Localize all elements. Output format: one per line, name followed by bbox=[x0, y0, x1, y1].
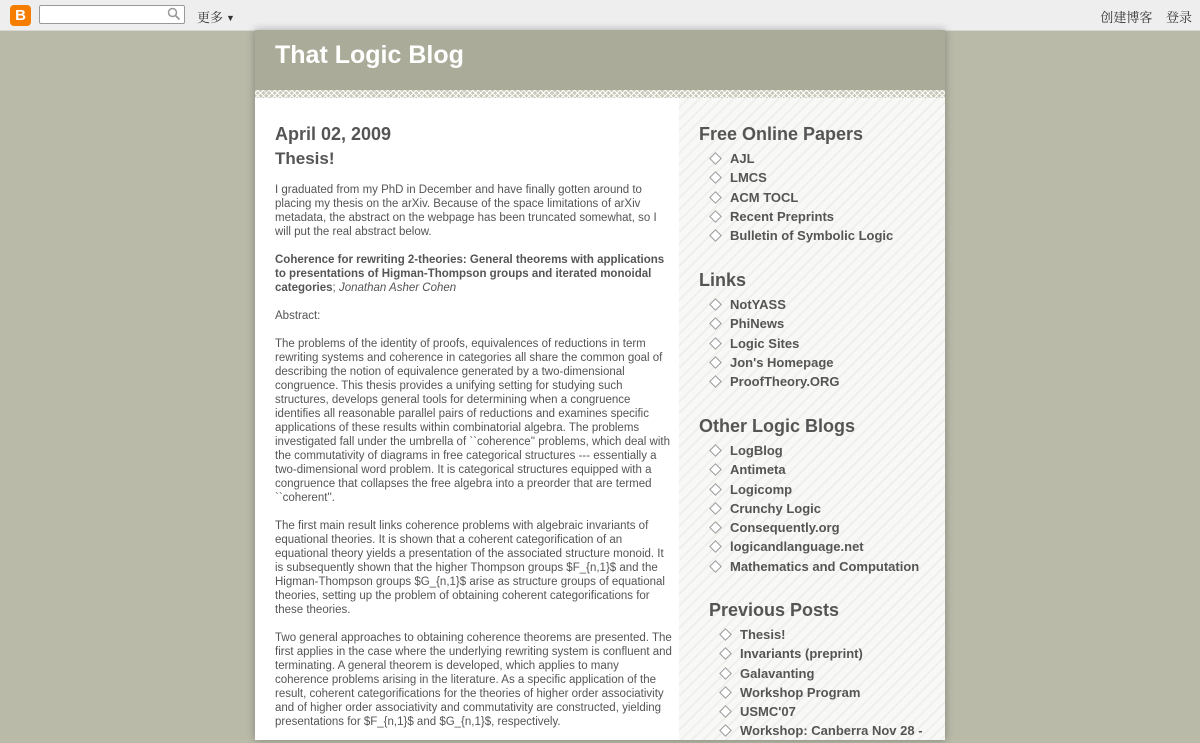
section-links bbox=[699, 270, 840, 391]
diamond-bullet-icon bbox=[709, 483, 722, 496]
sidebar-link-label[interactable]: Antimeta bbox=[730, 462, 786, 478]
search-icon[interactable] bbox=[167, 7, 181, 21]
section-title: Other Logic Blogs bbox=[699, 416, 856, 436]
blog-header bbox=[255, 30, 945, 90]
sidebar-link-item[interactable] bbox=[709, 664, 923, 683]
sidebar-link-label[interactable]: LogBlog bbox=[730, 443, 783, 458]
chevron-down-icon: ▼ bbox=[226, 13, 235, 23]
sidebar-link-label[interactable]: Crunchy Logic bbox=[730, 500, 822, 516]
post-date: April 02, 2009 bbox=[275, 124, 392, 144]
section-previous-posts bbox=[709, 600, 923, 741]
post-title[interactable]: Thesis! bbox=[275, 149, 335, 168]
sidebar-link-item[interactable] bbox=[699, 149, 893, 168]
link-list bbox=[709, 625, 923, 741]
sidebar bbox=[679, 98, 945, 740]
diamond-bullet-icon bbox=[709, 521, 722, 534]
sidebar-link-item[interactable] bbox=[699, 518, 919, 537]
sidebar-link-item[interactable] bbox=[709, 683, 923, 702]
search-input[interactable] bbox=[39, 5, 185, 24]
sidebar-link-item[interactable] bbox=[699, 353, 840, 372]
link-list bbox=[699, 295, 840, 391]
sidebar-link-item[interactable] bbox=[699, 499, 919, 518]
sidebar-link-item[interactable] bbox=[699, 334, 840, 353]
section-title: Previous Posts bbox=[709, 600, 840, 620]
diamond-bullet-icon bbox=[719, 628, 732, 641]
sidebar-link-label[interactable]: Thesis! bbox=[740, 627, 786, 642]
paper-author: Jonathan Asher Cohen bbox=[338, 282, 457, 294]
link-list bbox=[699, 441, 919, 576]
sidebar-link-item[interactable] bbox=[699, 226, 893, 245]
sidebar-link-label[interactable]: USMC'07 bbox=[740, 704, 796, 720]
blogger-navbar bbox=[0, 0, 1200, 31]
main-column bbox=[275, 124, 675, 743]
diamond-bullet-icon bbox=[709, 210, 722, 223]
paper-separator: ; bbox=[332, 282, 336, 294]
section-free-online-papers bbox=[699, 124, 893, 245]
more-menu[interactable] bbox=[197, 7, 235, 26]
paper-title: Coherence for rewriting 2-theories: General theorems with applications to presentations of Higman-Thompson groups and iterated monoidal categories bbox=[275, 254, 665, 294]
section-title: Links bbox=[699, 270, 747, 290]
diamond-bullet-icon bbox=[719, 725, 732, 738]
sidebar-link-item[interactable] bbox=[699, 537, 919, 556]
sidebar-link-item[interactable] bbox=[699, 372, 840, 391]
diamond-bullet-icon bbox=[709, 191, 722, 204]
diamond-bullet-icon bbox=[709, 356, 722, 369]
sidebar-link-label[interactable]: logicandlanguage.net bbox=[730, 539, 864, 555]
sidebar-link-label[interactable]: PhiNews bbox=[730, 316, 785, 332]
sidebar-link-label[interactable]: Galavanting bbox=[740, 665, 815, 681]
section-title: Free Online Papers bbox=[699, 124, 864, 144]
diamond-bullet-icon bbox=[709, 502, 722, 515]
sidebar-link-item[interactable] bbox=[709, 644, 923, 663]
diamond-bullet-icon bbox=[719, 705, 732, 718]
blogger-logo-icon[interactable]: B bbox=[10, 5, 31, 26]
sidebar-link-label[interactable]: AJL bbox=[730, 151, 755, 166]
abstract-paragraph-2: The first main result links coherence problems with algebraic invariants of equational theories. It is shown that a coherent categorification of an equational theory yields a presentation of the associated structure monoid. It is subsequently shown that the higher Thompson groups $F_{n,1}$ and the Higman-Thompson groups $G_{n,1}$ arise as structure groups of equational theories, setting up the problem of obtaining coherent categorifications for these theories. bbox=[275, 520, 665, 616]
diamond-bullet-icon bbox=[709, 317, 722, 330]
abstract-paragraph-1: The problems of the identity of proofs, equivalences of reductions in term rewriting systems and coherence in categories all share the common goal of describing the notion of equivalence generated by a two-dimensional congruence. This thesis provides a unifying setting for studying such structures, develops general tools for determining when a congruence identifies all reasonable parallel pairs of reductions and examines specific applications of these results within combinatorial algebra. The problems investigated fall under the umbrella of ``coherence'' problems, which deal with the commutativity of diagrams in free categorical structures --- essentially a two-dimensional word problem. It is categorical structures equipped with a congruence that collapses the free algebra into a preorder that are termed ``coherent''. bbox=[275, 338, 670, 504]
paper-citation bbox=[275, 253, 675, 295]
sidebar-link-label[interactable]: Workshop Program bbox=[740, 684, 861, 700]
sidebar-link-label[interactable]: Consequently.org bbox=[730, 520, 840, 536]
sidebar-link-item[interactable] bbox=[709, 702, 923, 721]
login-link[interactable]: 登录 bbox=[1165, 10, 1192, 25]
diamond-bullet-icon bbox=[719, 686, 732, 699]
sidebar-link-item[interactable] bbox=[709, 625, 923, 644]
blog-title[interactable]: That Logic Blog bbox=[275, 41, 464, 69]
sidebar-link-label[interactable]: ACM TOCL bbox=[730, 189, 799, 205]
diamond-bullet-icon bbox=[709, 298, 722, 311]
diamond-bullet-icon bbox=[709, 152, 722, 165]
sidebar-link-item[interactable] bbox=[699, 480, 919, 499]
link-list bbox=[699, 149, 893, 245]
sidebar-link-item[interactable] bbox=[699, 557, 919, 576]
diamond-bullet-icon bbox=[709, 444, 722, 457]
diamond-bullet-icon bbox=[719, 647, 732, 660]
diamond-bullet-icon bbox=[709, 337, 722, 350]
sidebar-link-label[interactable]: Workshop: Canberra Nov 28 - bbox=[740, 723, 923, 739]
sidebar-link-label[interactable]: LMCS bbox=[730, 170, 767, 186]
sidebar-link-item[interactable] bbox=[709, 721, 923, 740]
sidebar-link-label[interactable]: Jon's Homepage bbox=[730, 354, 834, 370]
sidebar-link-item[interactable] bbox=[699, 441, 919, 460]
diamond-bullet-icon bbox=[709, 463, 722, 476]
sidebar-link-label[interactable]: Mathematics and Computation bbox=[730, 558, 920, 574]
diamond-bullet-icon bbox=[709, 560, 722, 573]
diamond-bullet-icon bbox=[709, 375, 722, 388]
sidebar-link-label[interactable]: Logicomp bbox=[730, 481, 793, 497]
navbar-actions bbox=[1090, 7, 1192, 26]
sidebar-link-label[interactable]: Recent Preprints bbox=[730, 208, 835, 224]
sidebar-link-item[interactable] bbox=[699, 207, 893, 226]
sidebar-link-label[interactable]: Bulletin of Symbolic Logic bbox=[730, 228, 894, 244]
sidebar-link-label[interactable]: Invariants (preprint) bbox=[740, 646, 863, 662]
abstract-paragraph-3: Two general approaches to obtaining coherence theorems are presented. The first applies in the case where the underlying rewriting system is confluent and terminating. A general theorem is developed, which applies to many coherence problems arising in the literature. As a specific application of the result, coherent categorifications for the theories of higher order associativity and of higher order associativity and commutativity are constructed, yielding presentations for $F_{n,1}$ and $G_{n,1}$, respectively. bbox=[275, 632, 672, 728]
post-body bbox=[275, 183, 675, 729]
header-divider bbox=[255, 90, 945, 98]
diamond-bullet-icon bbox=[709, 229, 722, 242]
post-intro: I graduated from my PhD in December and have finally gotten around to placing my thesis on the arXiv. Because of the space limitations of arXiv metadata, the abstract on the webpage has been truncated somewhat, so I will put the real abstract below. bbox=[275, 184, 657, 238]
sidebar-link-item[interactable] bbox=[699, 188, 893, 207]
abstract-label: Abstract: bbox=[275, 310, 321, 322]
section-other-logic-blogs bbox=[699, 416, 919, 576]
sidebar-link-label[interactable]: NotYASS bbox=[730, 297, 786, 312]
blog-container bbox=[255, 30, 945, 740]
diamond-bullet-icon bbox=[709, 171, 722, 184]
sidebar-link-item[interactable] bbox=[699, 460, 919, 479]
diamond-bullet-icon bbox=[719, 667, 732, 680]
sidebar-link-item[interactable] bbox=[699, 314, 840, 333]
diamond-bullet-icon bbox=[709, 541, 722, 554]
sidebar-link-item[interactable] bbox=[699, 168, 893, 187]
more-menu-label: 更多 bbox=[197, 10, 224, 25]
create-blog-link[interactable]: 创建博客 bbox=[1100, 10, 1153, 25]
sidebar-link-label[interactable]: Logic Sites bbox=[730, 335, 800, 351]
sidebar-link-label[interactable]: ProofTheory.ORG bbox=[730, 374, 840, 390]
sidebar-link-item[interactable] bbox=[699, 295, 840, 314]
